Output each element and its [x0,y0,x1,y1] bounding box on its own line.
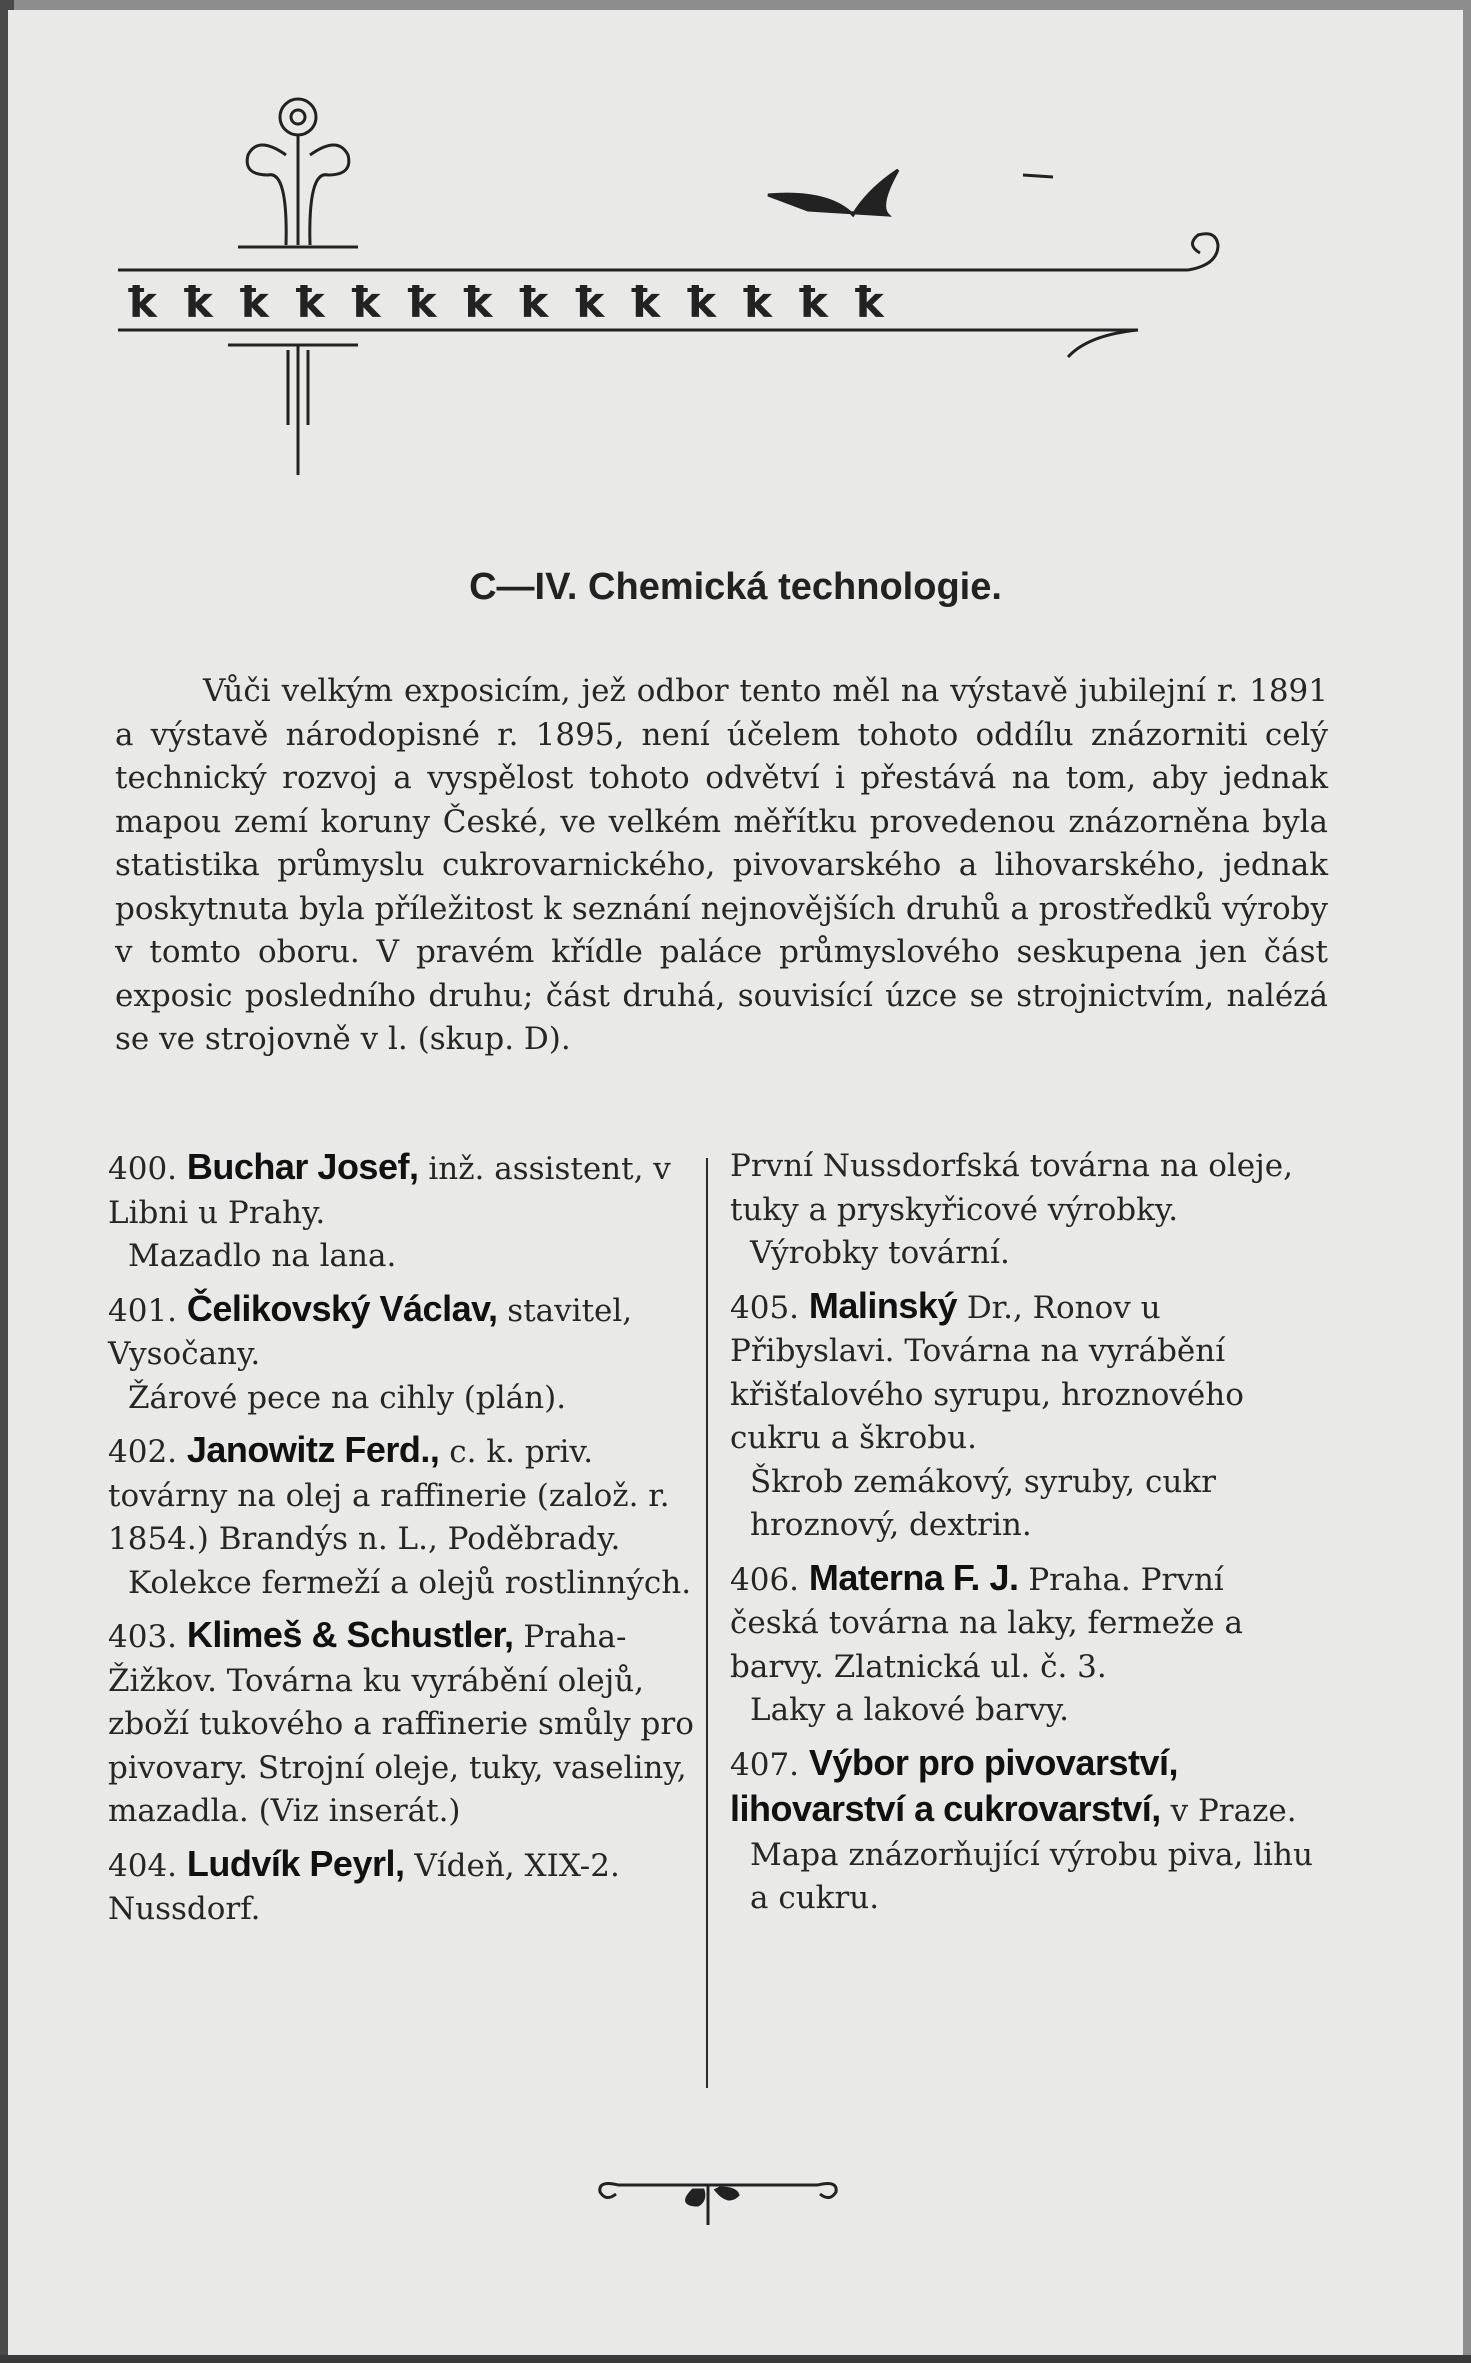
column-divider [706,1158,708,2088]
exhibitor-details: Vídeň, XIX-2. Nussdorf. [108,1847,620,1927]
entry-407 [730,1741,1320,1921]
entry-number: 406. [730,1561,800,1598]
exhibitor-name: Ludvík Peyrl, [186,1842,405,1884]
left-column [108,1145,698,1940]
exhibitor-details: v Praze. [1160,1793,1297,1829]
entry-number: 404. [108,1847,178,1884]
exhibitor-details: Dr., Ronov u Přibyslavi. Továrna na vyrábění křišťalového syrupu, hroznového cukru a škrobu. [730,1289,1244,1456]
exhibitor-name: Klimeš & Schustler, [186,1614,514,1655]
entry-405 [730,1284,1320,1548]
page [8,10,1463,2360]
section-title: C—IV. Chemická technologie. [469,566,1002,608]
entry-number: 403. [108,1619,178,1655]
ornament-band: ꝁꝁꝁꝁꝁꝁꝁꝁꝁꝁꝁꝁꝁꝁ [128,278,911,327]
entry-number: 401. [108,1292,178,1329]
header-ornament [108,95,1238,485]
exhibitor-details: První Nussdorfská továrna na oleje, tuky a pryskyřicové výrobky. [730,1148,1293,1228]
exhibit-description: Výrobky tovární. [750,1235,1010,1271]
exhibitor-details: stavitel, Vysočany. [108,1292,633,1372]
entry-402 [108,1428,698,1605]
exhibitor-details: Praha-Žižkov. Továrna ku vyrábění olejů, zboží tukového a raffinerie smůly pro pivovary. Strojní oleje, tuky, vaseliny, mazadla. (Viz inserát.) [108,1619,694,1829]
exhibitor-name: Materna F. J. [808,1556,1019,1598]
exhibit-description: Laky a lakové barvy. [750,1692,1070,1728]
exhibitor-name: Výbor pro pivovarství, lihovarství a cukrovarství, [730,1741,1178,1829]
exhibit-description: Škrob zemákový, syruby, cukr hroznový, dextrin. [750,1463,1216,1543]
scan-edge-bottom [0,2355,1471,2363]
entry-401 [108,1287,698,1421]
exhibitor-details: c. k. priv. továrny na olej a raffinerie (založ. r. 1854.) Brandýs n. L., Poděbrady. [108,1434,670,1557]
entry-number: 402. [108,1434,178,1470]
exhibitor-details: Praha. První česká továrna na laky, fermeže a barvy. Zlatnická ul. č. 3. [730,1561,1243,1685]
footer-ornament [588,2160,848,2230]
exhibit-description: Žárové pece na cihly (plán). [128,1379,567,1416]
entry-404-continued [730,1145,1320,1276]
exhibit-description: Mazadlo na lana. [128,1238,397,1274]
entry-number: 400. [108,1151,178,1187]
exhibitor-name: Buchar Josef, [186,1146,419,1187]
swallow-icon [768,170,898,215]
right-column [730,1145,1320,1929]
leaf-icon [687,2190,704,2205]
entry-400 [108,1145,698,1279]
entry-406 [730,1556,1320,1733]
exhibit-description: Mapa znázorňující výrobu piva, lihu a cukru. [750,1836,1313,1916]
exhibit-description: Kolekce fermeží a olejů rostlinných. [128,1564,692,1601]
intro-paragraph: Vůči velkým exposicím, jež odbor tento měl na výstavě jubilejní r. 1891 a výstavě národopisné r. 1895, není účelem tohoto oddílu znázorniti celý technický rozvoj a vyspělost tohoto odvětví i přestává na tom, aby jednak mapou zemí koruny České, ve velkém měřítku provedenou znázorněna byla statistika průmyslu cukrovarnického, pivovarského a lihovarského, jednak poskytnuta byla příležitost k seznání nejnovějších druhů a prostředků výroby v tomto oboru. V pravém křídle paláce průmyslového seskupena jen část exposic posledního druhu; část druhá, souvisící úzce se strojnictvím, nalézá se ve strojovně v l. (skup. D). [115,673,1328,1057]
exhibitor-name: Malinský [808,1284,957,1326]
entry-number: 407. [730,1746,800,1783]
exhibitor-name: Janowitz Ferd., [186,1429,440,1470]
exhibitor-name: Čelikovský Václav, [186,1287,498,1329]
exhibitor-details: inž. assistent, v Libni u Prahy. [108,1151,671,1231]
entry-403 [108,1613,698,1834]
entry-number: 405. [730,1289,800,1326]
flower-icon [280,99,316,135]
entry-404 [108,1842,698,1932]
